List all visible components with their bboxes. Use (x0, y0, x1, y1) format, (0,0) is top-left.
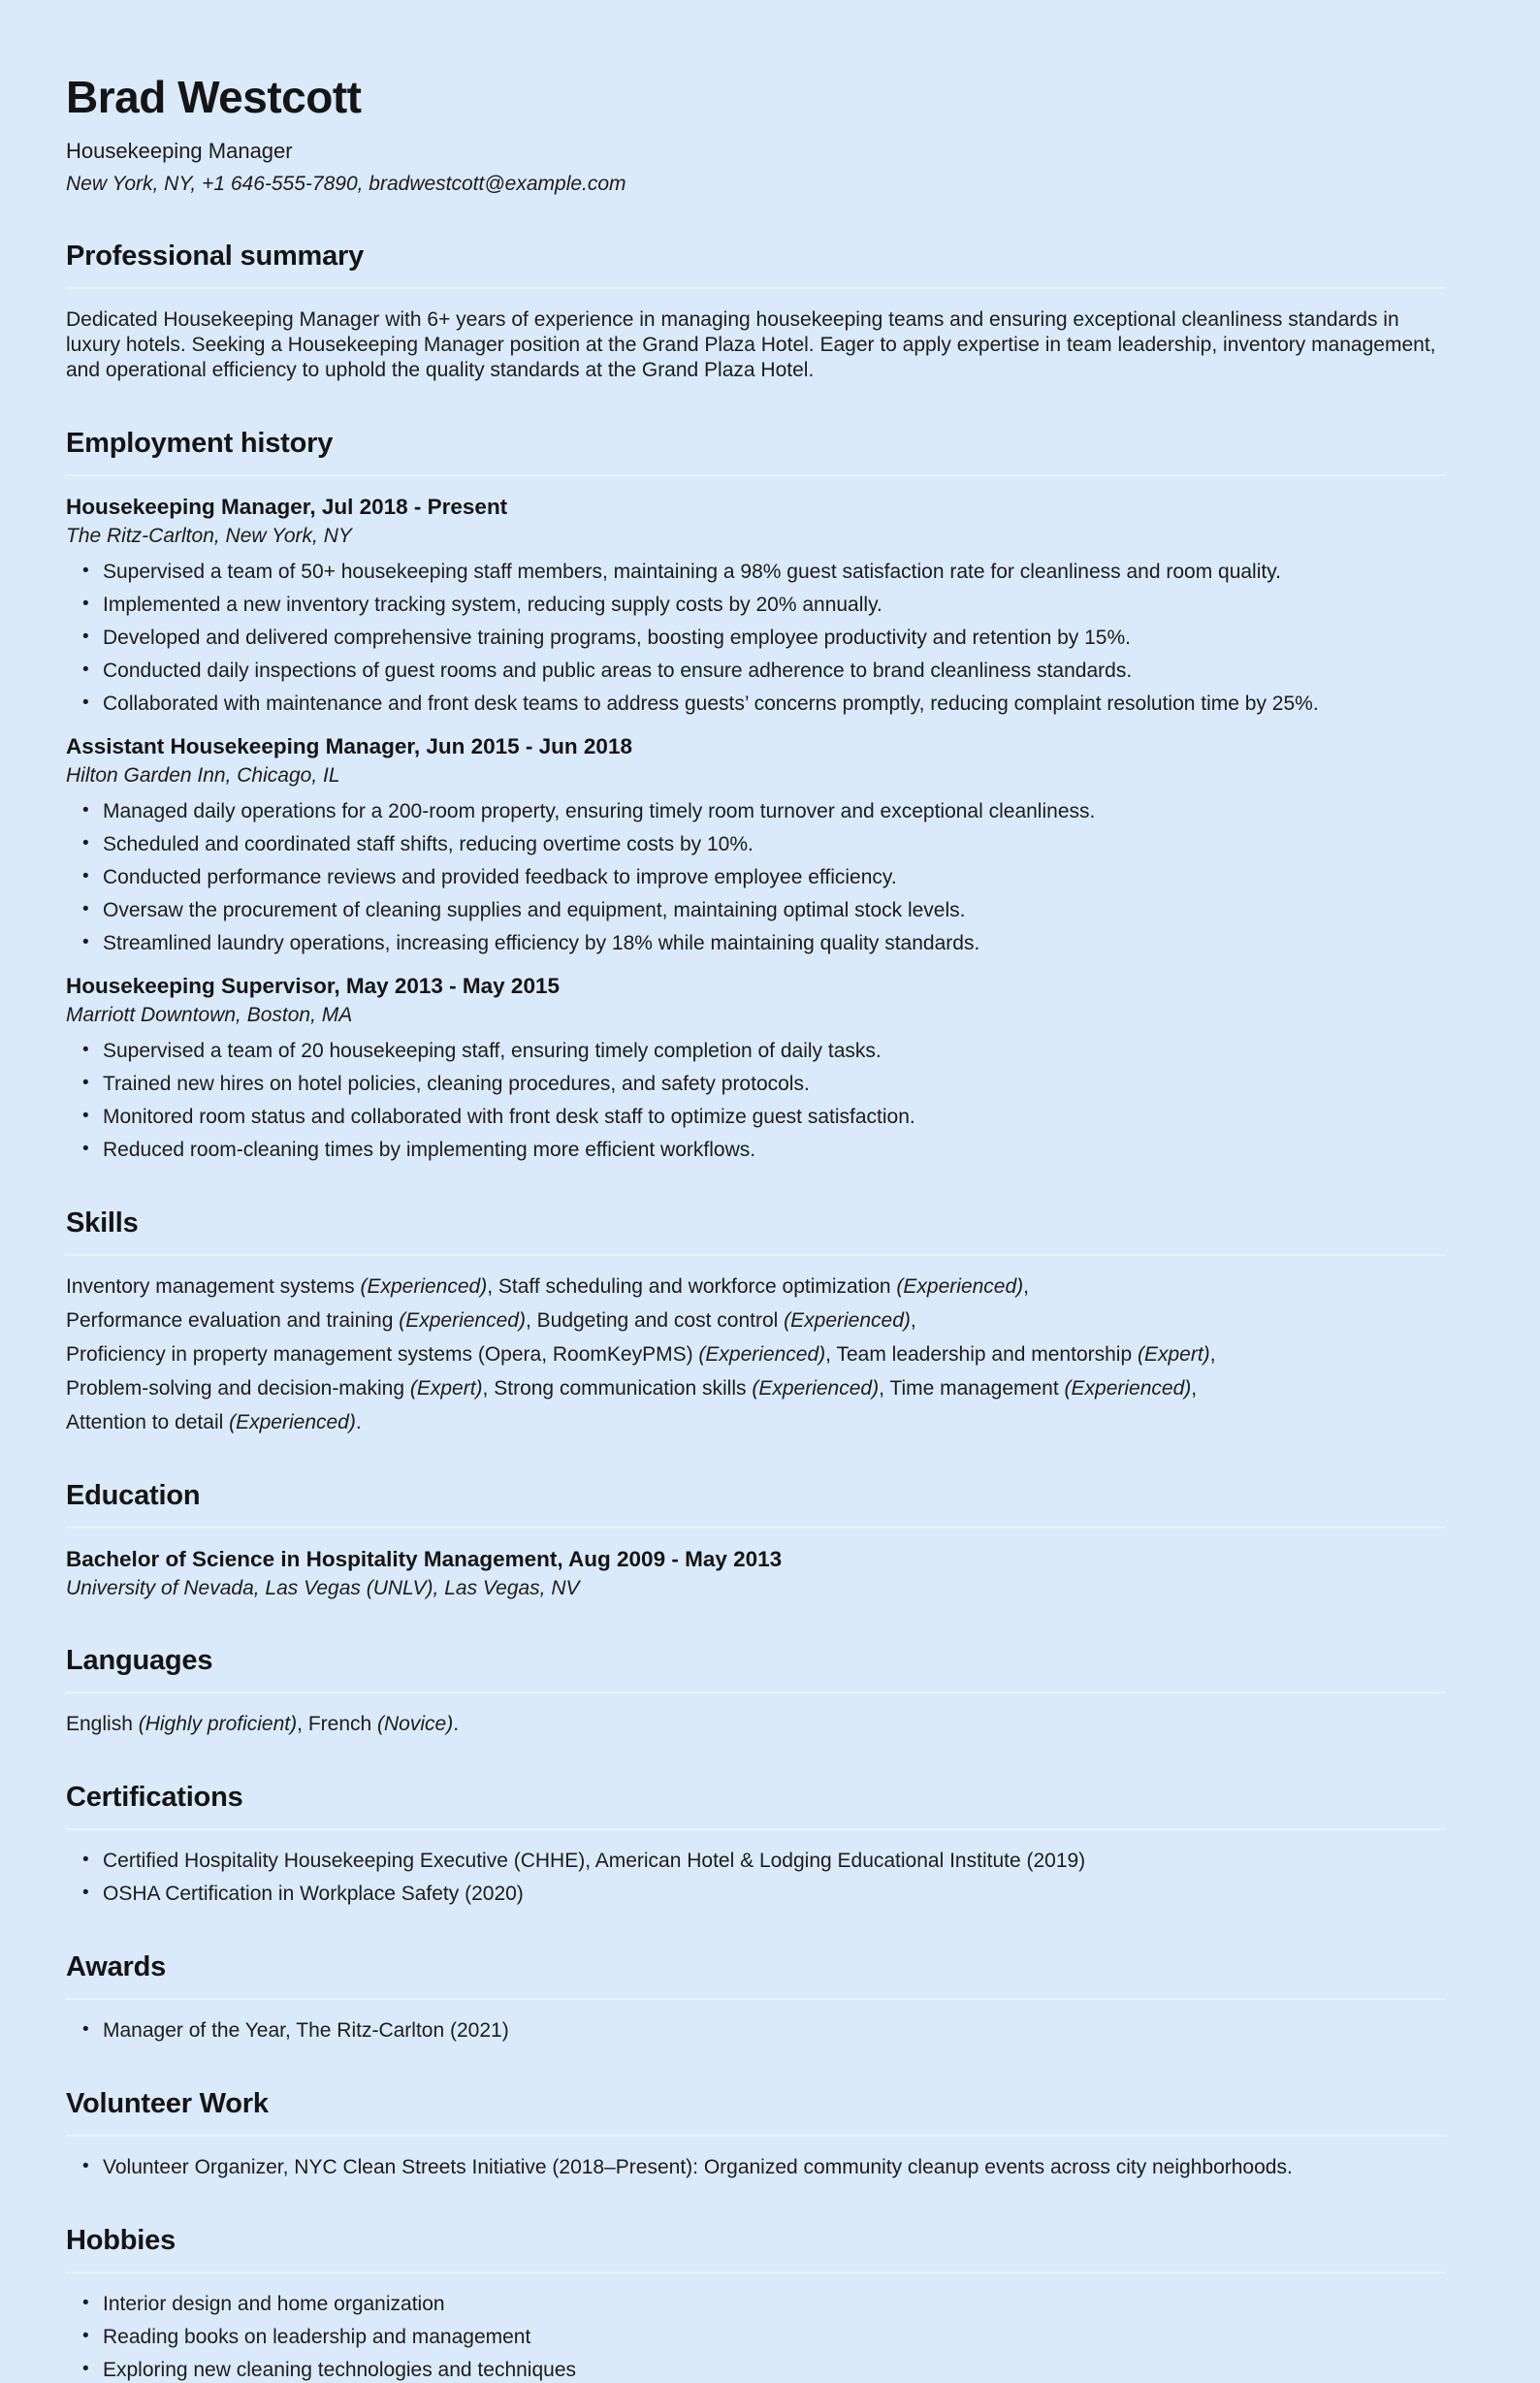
skill-line (66, 1410, 1445, 1435)
bullet-item: • Supervised a team of 50+ housekeeping staff members, maintaining a 98% guest satisfaction rate for cleanliness and room quality. (66, 560, 1445, 585)
job-bullet-list (66, 799, 1445, 956)
skill-separator: , (487, 1275, 494, 1298)
bullet-item: • Conducted performance reviews and provided feedback to improve employee efficiency. (66, 865, 1445, 890)
skill-level: (Experienced) (399, 1309, 526, 1332)
skill-level: (Experienced) (1064, 1377, 1192, 1400)
resume-header (66, 71, 1445, 196)
bullet-item: • Scheduled and coordinated staff shifts, reducing overtime costs by 10%. (66, 832, 1445, 857)
section-divider (66, 474, 1445, 476)
skill-separator: , (482, 1377, 489, 1400)
school-name: University of Nevada, Las Vegas (UNLV), Las Vegas, NV (66, 1577, 580, 1599)
skill-line (66, 1342, 1445, 1368)
skill-name: Staff scheduling and workforce optimization (497, 1275, 891, 1298)
job-title: Housekeeping Supervisor, May 2013 - May 2015 (66, 974, 560, 998)
skill-level: (Experienced) (784, 1309, 911, 1332)
candidate-title: Housekeeping Manager (66, 139, 293, 163)
skill-name: Time management (889, 1377, 1059, 1400)
skill-line (66, 1308, 1445, 1334)
volunteer-list (66, 2155, 1445, 2180)
skill-line (66, 1376, 1445, 1401)
job-bullet-list (66, 1039, 1445, 1163)
skills-text (66, 1274, 1445, 1435)
section-awards (66, 1951, 1445, 2044)
bullet-item: • Certified Hospitality Housekeeping Executive (CHHE), American Hotel & Lodging Educational Institute (2019) (66, 1849, 1445, 1874)
section-divider (66, 1527, 1445, 1529)
skill-level: (Expert) (1138, 1343, 1210, 1366)
section-employment (66, 428, 1445, 1163)
languages-heading: Languages (66, 1645, 213, 1676)
language-level: (Highly proficient) (138, 1713, 298, 1735)
skill-level: (Expert) (409, 1377, 483, 1400)
job-bullet-list (66, 560, 1445, 717)
language-name: French (307, 1713, 372, 1735)
bullet-item: • Reduced room-cleaning times by implementing more efficient workflows. (66, 1138, 1445, 1163)
education-heading: Education (66, 1480, 201, 1511)
bullet-item: • Supervised a team of 20 housekeeping staff, ensuring timely completion of daily tasks. (66, 1039, 1445, 1064)
section-skills (66, 1208, 1445, 1435)
skill-name: Performance evaluation and training (66, 1309, 394, 1332)
bullet-item: • Implemented a new inventory tracking system, reducing supply costs by 20% annually. (66, 593, 1445, 618)
bullet-item: • Streamlined laundry operations, increasing efficiency by 18% while maintaining quality standards. (66, 931, 1445, 956)
section-divider (66, 2135, 1445, 2137)
job-entry (66, 495, 1445, 717)
job-employer: Marriott Downtown, Boston, MA (66, 1004, 353, 1026)
skills-heading: Skills (66, 1208, 139, 1239)
section-certifications (66, 1782, 1445, 1907)
bullet-item: • Developed and delivered comprehensive training programs, boosting employee productivity and retention by 15%. (66, 626, 1445, 651)
skill-separator: , (1209, 1343, 1216, 1366)
bullet-item: • Collaborated with maintenance and front desk teams to address guests’ concerns promptly, reducing complaint resolution time by 25%. (66, 692, 1445, 717)
skill-name: Inventory management systems (66, 1275, 355, 1298)
skill-line (66, 1274, 1445, 1300)
skill-level: (Experienced) (698, 1343, 826, 1366)
bullet-item: • Reading books on leadership and management (66, 2325, 1445, 2350)
skill-name: Team leadership and mentorship (836, 1343, 1133, 1366)
section-divider (66, 1828, 1445, 1830)
bullet-item: • Manager of the Year, The Ritz-Carlton (2021) (66, 2018, 1445, 2044)
employment-heading: Employment history (66, 428, 334, 459)
certifications-list (66, 1849, 1445, 1907)
skill-separator: , (525, 1309, 531, 1332)
language-separator: . (453, 1713, 460, 1735)
job-title: Housekeeping Manager, Jul 2018 - Present (66, 495, 508, 519)
skill-level: (Experienced) (752, 1377, 880, 1400)
bullet-item: • Monitored room status and collaborated with front desk staff to optimize guest satisfaction. (66, 1105, 1445, 1130)
section-volunteer (66, 2088, 1445, 2180)
skill-name: Attention to detail (66, 1411, 224, 1433)
skill-name: Budgeting and cost control (536, 1309, 779, 1332)
skill-level: (Experienced) (229, 1411, 356, 1433)
bullet-item: • Conducted daily inspections of guest rooms and public areas to ensure adherence to brand cleanliness standards. (66, 659, 1445, 684)
section-education (66, 1480, 1445, 1600)
section-divider (66, 287, 1445, 289)
languages-text (66, 1712, 1445, 1737)
section-summary (66, 241, 1445, 383)
skill-separator: , (879, 1377, 884, 1400)
section-divider (66, 1998, 1445, 2000)
bullet-item: • Oversaw the procurement of cleaning supplies and equipment, maintaining optimal stock levels. (66, 898, 1445, 923)
skill-separator: , (1023, 1275, 1029, 1298)
section-divider (66, 2271, 1445, 2273)
job-entry (66, 974, 1445, 1163)
skill-level: (Experienced) (896, 1275, 1024, 1298)
skill-separator: . (355, 1411, 362, 1433)
job-entry (66, 734, 1445, 956)
candidate-name: Brad Westcott (66, 72, 362, 122)
skill-name: Strong communication skills (494, 1377, 747, 1400)
section-divider (66, 1254, 1445, 1256)
bullet-item: • Managed daily operations for a 200-room property, ensuring timely room turnover and exceptional cleanliness. (66, 799, 1445, 824)
bullet-item: • Volunteer Organizer, NYC Clean Streets Initiative (2018–Present): Organized community cleanup events across city neighborhoods. (66, 2155, 1445, 2180)
section-languages (66, 1645, 1445, 1737)
skill-name: Proficiency in property management systems (Opera, RoomKeyPMS) (66, 1343, 693, 1366)
bullet-item: • Exploring new cleaning technologies and techniques (66, 2358, 1445, 2383)
hobbies-list (66, 2292, 1445, 2383)
volunteer-heading: Volunteer Work (66, 2088, 269, 2119)
section-divider (66, 1691, 1445, 1693)
awards-list (66, 2018, 1445, 2044)
bullet-item: • Trained new hires on hotel policies, cleaning procedures, and safety protocols. (66, 1072, 1445, 1097)
language-name: English (66, 1713, 133, 1735)
skill-name: Problem-solving and decision-making (66, 1377, 405, 1400)
language-separator: , (297, 1713, 303, 1735)
skill-level: (Experienced) (360, 1275, 488, 1298)
bullet-item: • OSHA Certification in Workplace Safety (2020) (66, 1882, 1445, 1907)
degree-title: Bachelor of Science in Hospitality Management, Aug 2009 - May 2013 (66, 1547, 783, 1571)
bullet-item: • Interior design and home organization (66, 2292, 1445, 2317)
section-hobbies (66, 2225, 1445, 2383)
job-title: Assistant Housekeeping Manager, Jun 2015 - Jun 2018 (66, 734, 632, 758)
skill-separator: , (910, 1309, 916, 1332)
language-level: (Novice) (377, 1713, 454, 1735)
skill-separator: , (825, 1343, 831, 1366)
awards-heading: Awards (66, 1951, 167, 1982)
summary-heading: Professional summary (66, 241, 365, 272)
summary-text: Dedicated Housekeeping Manager with 6+ years of experience in managing housekeeping teams and ensuring exceptional cleanliness standards in luxury hotels. Seeking a Housekeeping Manager position at the Grand Plaza Hotel. Eager to apply expertise in team leadership, inventory management, and operational efficiency to uphold the quality standards at the Grand Plaza Hotel. (66, 308, 1436, 381)
job-employer: The Ritz-Carlton, New York, NY (66, 525, 352, 547)
job-employer: Hilton Garden Inn, Chicago, IL (66, 764, 340, 787)
contact-line: New York, NY, +1 646-555-7890, bradwestcott@example.com (66, 173, 626, 195)
certifications-heading: Certifications (66, 1782, 243, 1813)
hobbies-heading: Hobbies (66, 2225, 176, 2256)
skill-separator: , (1191, 1377, 1198, 1400)
